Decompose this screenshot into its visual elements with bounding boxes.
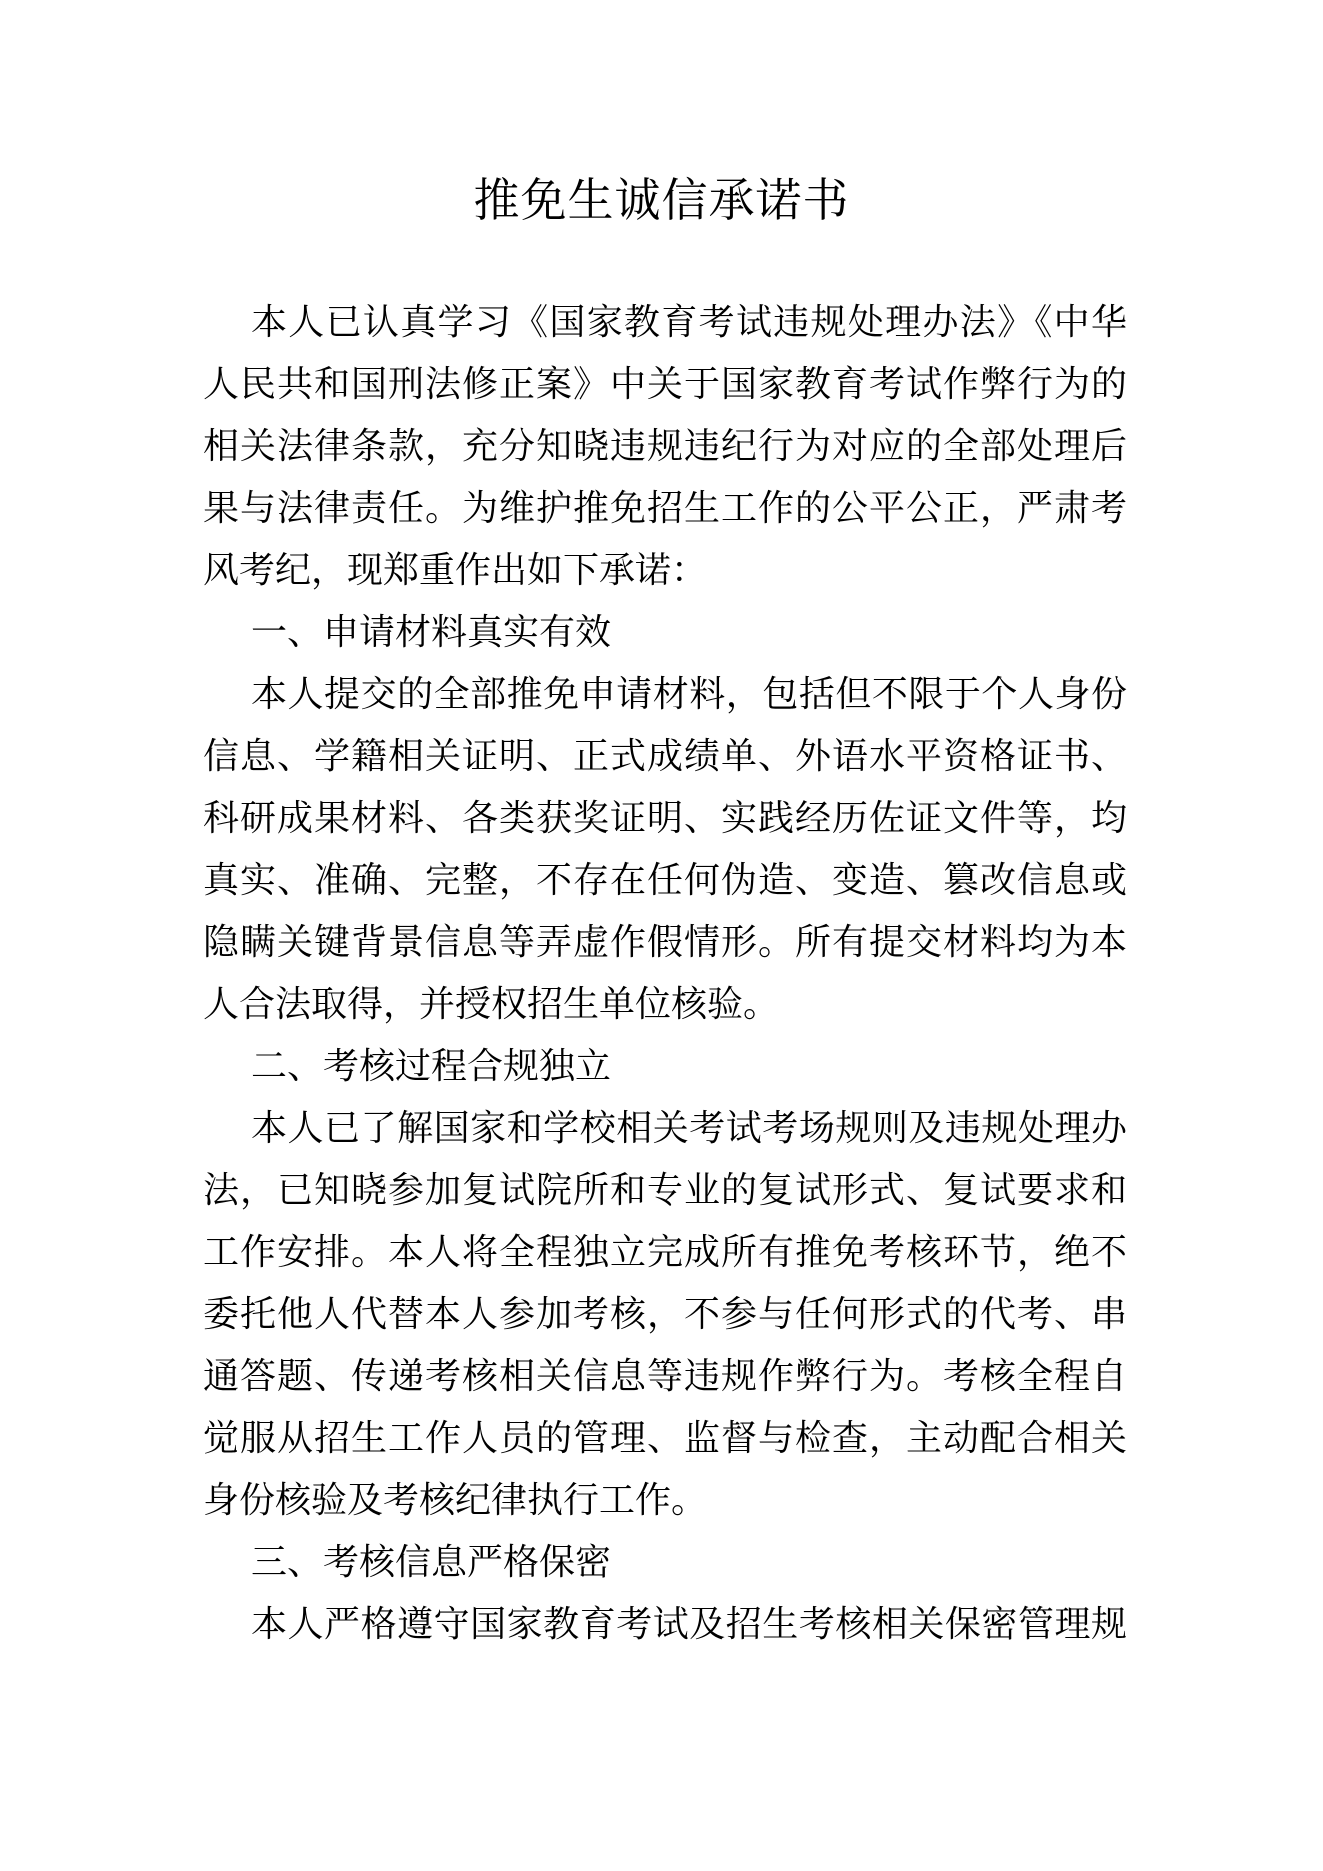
paragraph-line: 人合法取得，并授权招生单位核验。 xyxy=(203,984,780,1025)
paragraph-line: 人民共和国刑法修正案》中关于国家教育考试作弊行为的 xyxy=(203,364,1127,405)
paragraph-line: 本人已了解国家和学校相关考试考场规则及违规处理办 xyxy=(251,1108,1127,1149)
paragraph-line: 觉服从招生工作人员的管理、监督与检查，主动配合相关 xyxy=(203,1418,1127,1459)
paragraph-line: 科研成果材料、各类获奖证明、实践经历佐证文件等，均 xyxy=(203,798,1127,839)
document-title: 推免生诚信承诺书 xyxy=(473,173,850,227)
paragraph-line: 真实、准确、完整，不存在任何伪造、变造、篡改信息或 xyxy=(203,860,1127,901)
paragraph-line: 本人严格遵守国家教育考试及招生考核相关保密管理规 xyxy=(251,1604,1127,1645)
paragraph-line: 隐瞒关键背景信息等弄虚作假情形。所有提交材料均为本 xyxy=(203,922,1127,963)
paragraph-line: 法，已知晓参加复试院所和专业的复试形式、复试要求和 xyxy=(203,1170,1127,1211)
paragraph-line: 本人提交的全部推免申请材料，包括但不限于个人身份 xyxy=(251,674,1127,715)
paragraph-line: 果与法律责任。为维护推免招生工作的公平公正，严肃考 xyxy=(203,488,1127,529)
paragraph-line: 相关法律条款，充分知晓违规违纪行为对应的全部处理后 xyxy=(203,426,1127,467)
document-body xyxy=(203,292,1127,1656)
paragraph-line: 信息、学籍相关证明、正式成绩单、外语水平资格证书、 xyxy=(203,736,1127,777)
paragraph-line: 委托他人代替本人参加考核，不参与任何形式的代考、串 xyxy=(203,1294,1127,1335)
section-heading: 一、申请材料真实有效 xyxy=(251,612,612,653)
paragraph-line: 工作安排。本人将全程独立完成所有推免考核环节，绝不 xyxy=(203,1232,1127,1273)
paragraph-line: 本人已认真学习《国家教育考试违规处理办法》《中华 xyxy=(251,302,1127,343)
section-heading: 二、考核过程合规独立 xyxy=(251,1046,612,1087)
paragraph-line: 风考纪，现郑重作出如下承诺： xyxy=(203,550,708,591)
paragraph-line: 身份核验及考核纪律执行工作。 xyxy=(203,1480,708,1521)
section-heading: 三、考核信息严格保密 xyxy=(251,1542,612,1583)
paragraph-line: 通答题、传递考核相关信息等违规作弊行为。考核全程自 xyxy=(203,1356,1127,1397)
